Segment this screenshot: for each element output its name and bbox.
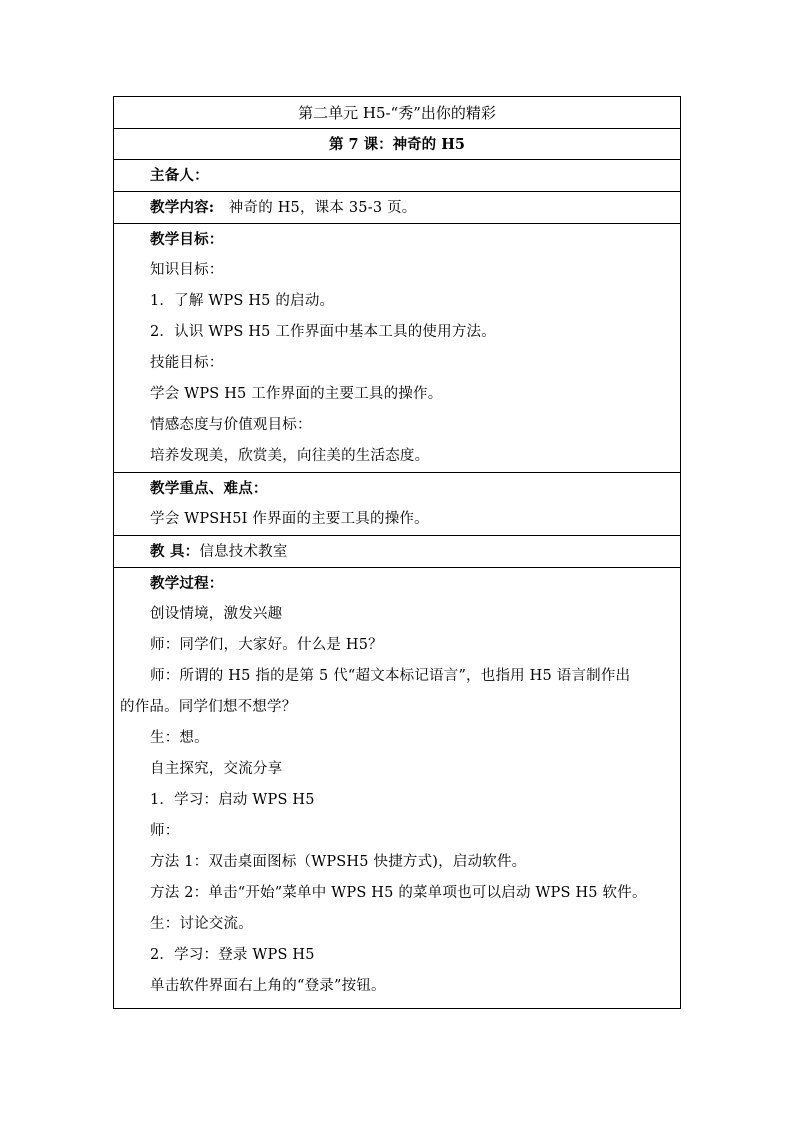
process-line-wrapped: 的作品。同学们想不想学？ (120, 699, 297, 715)
objective-line: 1．了解 WPS H5 的启动。 (150, 293, 335, 309)
tools-label: 教 具： (150, 543, 200, 560)
content-row (114, 192, 680, 224)
process-line: 师：所谓的 H5 指的是第 5 代“超文本标记语言”，也指用 H5 语言制作出 (150, 668, 631, 684)
preparer-row (114, 160, 680, 192)
process-line: 方法 2：单击“开始”菜单中 WPS H5 的菜单项也可以启动 WPS H5 软件。 (150, 885, 647, 901)
preparer-label: 主备人： (150, 167, 209, 184)
lesson-title: 第 7 课：神奇的 H5 (114, 129, 680, 160)
process-line: 方法 1：双击桌面图标（WPSH5 快捷方式)，启动软件。 (150, 854, 527, 870)
objective-line: 知识目标： (150, 262, 224, 278)
process-line: 自主探究，交流分享 (150, 761, 283, 777)
process-line: 生：讨论交流。 (150, 916, 253, 932)
key-points-label: 教学重点、难点： (150, 480, 268, 497)
process-label: 教学过程： (150, 575, 224, 592)
content-label: 教学内容: (150, 199, 215, 216)
objectives-label: 教学目标： (150, 231, 224, 248)
tools-line (114, 536, 680, 567)
objective-line: 培养发现美，欣赏美，向往美的生活态度。 (150, 448, 430, 464)
process-line: 师：同学们，大家好。什么是 H5？ (150, 637, 383, 653)
process-line: 师： (150, 823, 180, 839)
process-line: 1．学习：启动 WPS H5 (150, 792, 315, 808)
process-row (114, 568, 680, 1008)
objective-line: 技能目标： (150, 355, 224, 371)
key-points-row (114, 473, 680, 536)
objective-line: 情感态度与价值观目标： (150, 417, 312, 433)
objective-line: 学会 WPS H5 工作界面的主要工具的操作。 (150, 386, 443, 402)
unit-title: 第二单元 H5-“秀”出你的精彩 (114, 97, 680, 129)
lesson-plan-table (113, 96, 681, 1009)
objectives-row (114, 224, 680, 473)
content-value: 神奇的 H5，课本 35-3 页。 (228, 200, 417, 216)
process-line: 单击软件界面右上角的“登录”按钮。 (150, 978, 386, 994)
process-line: 生：想。 (150, 730, 209, 746)
process-line: 创设情境，激发兴趣 (150, 606, 283, 622)
key-points-line: 学会 WPSH5I 作界面的主要工具的操作。 (150, 511, 429, 527)
tools-value: 信息技术教室 (199, 544, 288, 560)
content-line (114, 192, 680, 223)
tools-row (114, 536, 680, 568)
process-line: 2．学习：登录 WPS H5 (150, 947, 315, 963)
objective-line: 2．认识 WPS H5 工作界面中基本工具的使用方法。 (150, 324, 496, 340)
